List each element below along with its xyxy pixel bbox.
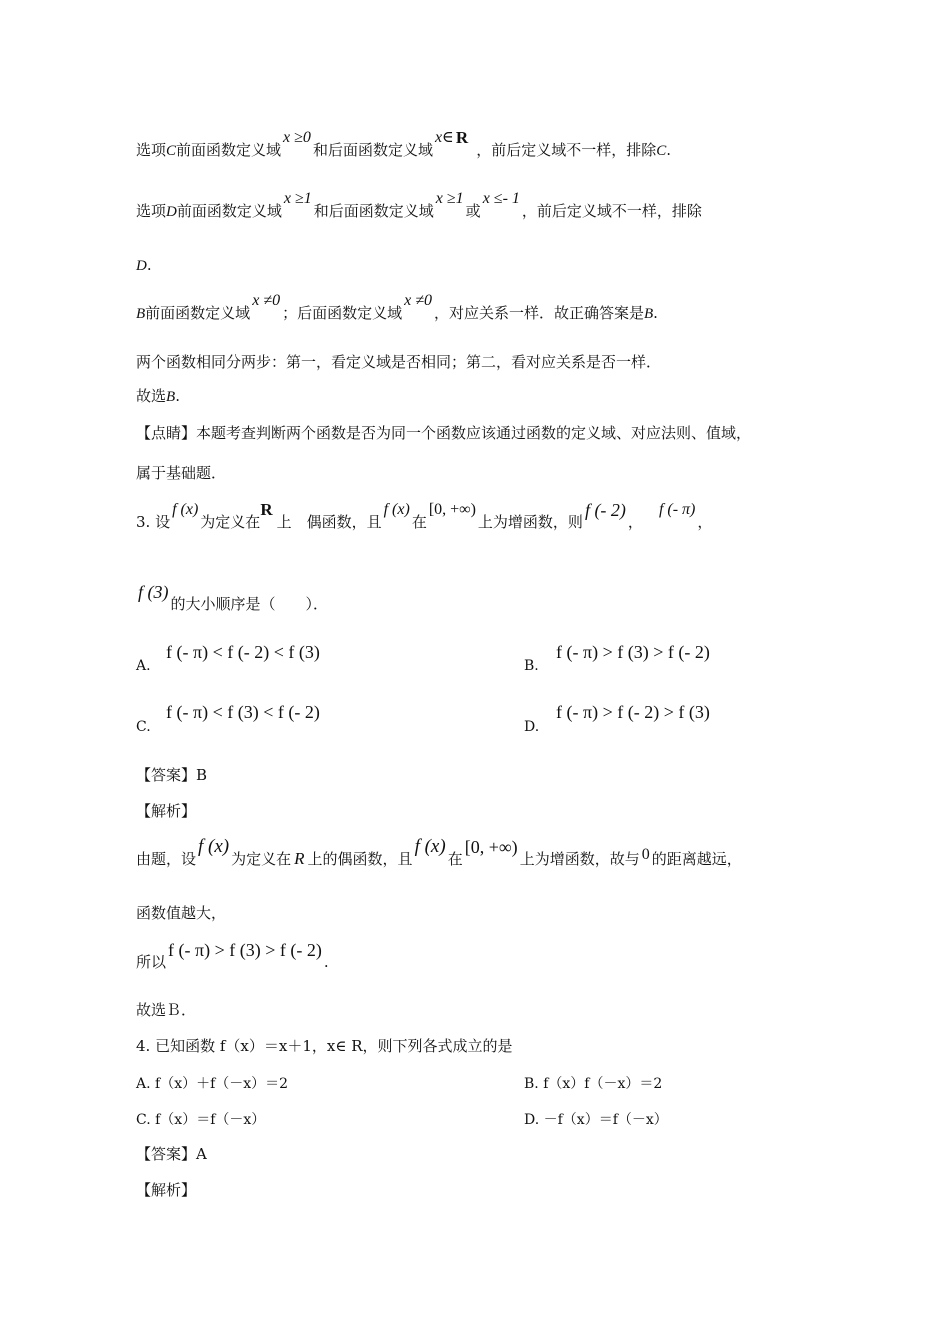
real-set-symbol: R — [455, 128, 469, 147]
q4-option-d: D. －f（x）＝f（－x） — [524, 1112, 668, 1128]
option-b-math: f (- π) > f (3) > f (- 2) — [556, 642, 710, 662]
text: 和后面函数定义域 — [313, 202, 434, 220]
text: 或 — [465, 202, 481, 220]
question-3-cont — [136, 582, 329, 614]
var-b: B — [136, 306, 146, 322]
math-expr: [0, +∞) — [464, 837, 518, 857]
text: 上 偶函数，且 — [276, 513, 382, 531]
math-expr: [0, +∞) — [428, 501, 476, 518]
option-a-label: A. — [136, 658, 151, 674]
line-answer-b — [136, 386, 180, 407]
var-d: D — [166, 204, 177, 220]
line-comment-2: 属于基础题． — [136, 464, 227, 482]
math-expr: f (x) — [198, 836, 230, 857]
question-3 — [136, 500, 713, 532]
line-option-c — [136, 128, 671, 161]
math-expr: x ≥0 — [283, 129, 311, 146]
text: 故选 — [136, 387, 167, 405]
text: . — [323, 953, 329, 971]
explanation-1 — [136, 836, 742, 869]
option-b-label: B. — [524, 658, 539, 674]
line-d-end — [136, 255, 152, 276]
text: . — [666, 141, 671, 159]
math-expr: f (- π) — [658, 501, 696, 518]
explanation-2: 函数值越大， — [136, 904, 227, 922]
line-two-steps: 两个函数相同分两步：第一，看定义域是否相同；第二，看对应关系是否一样． — [136, 353, 662, 371]
text: 上的偶函数，且 — [307, 850, 413, 868]
math-expr: x ≠0 — [252, 292, 281, 309]
text: 前面函数定义域 — [176, 141, 282, 159]
q4-option-a: A. f（x）＋f（－x）＝2 — [136, 1076, 289, 1092]
answer-3: 【答案】B — [136, 766, 208, 784]
text: ， — [627, 513, 643, 531]
analysis-4: 【解析】 — [136, 1181, 197, 1199]
real-set-symbol: R — [260, 500, 273, 519]
question-number: 3. 设 — [136, 513, 171, 531]
text: . — [653, 304, 658, 322]
text: ，对应关系一样．故正确答案是 — [433, 304, 644, 322]
var-c: C — [656, 143, 667, 159]
text: 在 — [411, 513, 427, 531]
text: 为定义在 — [200, 513, 261, 531]
line-comment: 【点睛】本题考查判断两个函数是否为同一个函数应该通过函数的定义域、对应法则、值域， — [136, 424, 752, 442]
option-a-math: f (- π) < f (- 2) < f (3) — [166, 642, 320, 662]
text: 的大小顺序是（ ）． — [170, 595, 329, 613]
line-option-d — [136, 190, 702, 222]
text: . — [175, 387, 180, 405]
var-r: R — [294, 849, 305, 868]
text: 上为增函数，故与 — [519, 850, 640, 868]
option-d-math: f (- π) > f (- 2) > f (3) — [556, 702, 710, 722]
math-expr: x ≤- 1 — [482, 190, 520, 207]
text: ，前后定义域不一样，排除 — [521, 202, 702, 220]
math-expr: f (x) — [383, 501, 410, 518]
text: 和后面函数定义域 — [312, 141, 433, 159]
text: ， — [697, 513, 713, 531]
explanation-3 — [136, 940, 329, 972]
option-d-label: D. — [524, 719, 540, 735]
var-d: D — [136, 258, 147, 274]
analysis-3: 【解析】 — [136, 802, 197, 820]
text: 由题，设 — [136, 850, 197, 868]
var-b: B — [166, 389, 176, 405]
q4-option-b: B. f（x）f（－x）＝2 — [524, 1076, 663, 1092]
math-expr: f (- π) > f (3) > f (- 2) — [168, 940, 322, 960]
text: 所以 — [136, 953, 167, 971]
math-expr: x ≠0 — [404, 292, 432, 309]
line-option-b — [136, 292, 658, 324]
var-b: B — [644, 306, 654, 322]
text: 选项 — [136, 202, 167, 220]
math-expr: 0 — [641, 846, 650, 863]
math-expr: f (x) — [172, 501, 199, 518]
explanation-4: 故选Ｂ． — [136, 1001, 197, 1019]
var-c: C — [166, 143, 177, 159]
math-expr: f (3) — [138, 582, 169, 602]
text: 前面函数定义域 — [145, 304, 251, 322]
q4-option-c: C. f（x）＝f（－x） — [136, 1112, 266, 1128]
text: 上为增函数，则 — [477, 513, 583, 531]
answer-4: 【答案】A — [136, 1145, 207, 1163]
option-c-label: C. — [136, 719, 151, 735]
math-expr: x ≥1 — [435, 190, 464, 207]
math-expr: f (- 2) — [584, 500, 626, 520]
math-expr: x∈ — [434, 129, 454, 146]
text: . — [146, 256, 152, 274]
text: 前面函数定义域 — [176, 202, 282, 220]
math-expr: f (x) — [414, 836, 446, 857]
text: 选项 — [136, 141, 167, 159]
text: 的距离越远， — [651, 850, 742, 868]
text: ，前后定义域不一样，排除 — [476, 141, 657, 159]
text: 在 — [447, 850, 463, 868]
question-4: 4. 已知函数 f（x）＝x＋1，x∈ R，则下列各式成立的是 — [136, 1037, 513, 1055]
text: ；后面函数定义域 — [282, 304, 403, 322]
option-c-math: f (- π) < f (3) < f (- 2) — [166, 702, 320, 722]
text: 为定义在 — [231, 850, 292, 868]
math-expr: x ≥1 — [283, 190, 312, 207]
